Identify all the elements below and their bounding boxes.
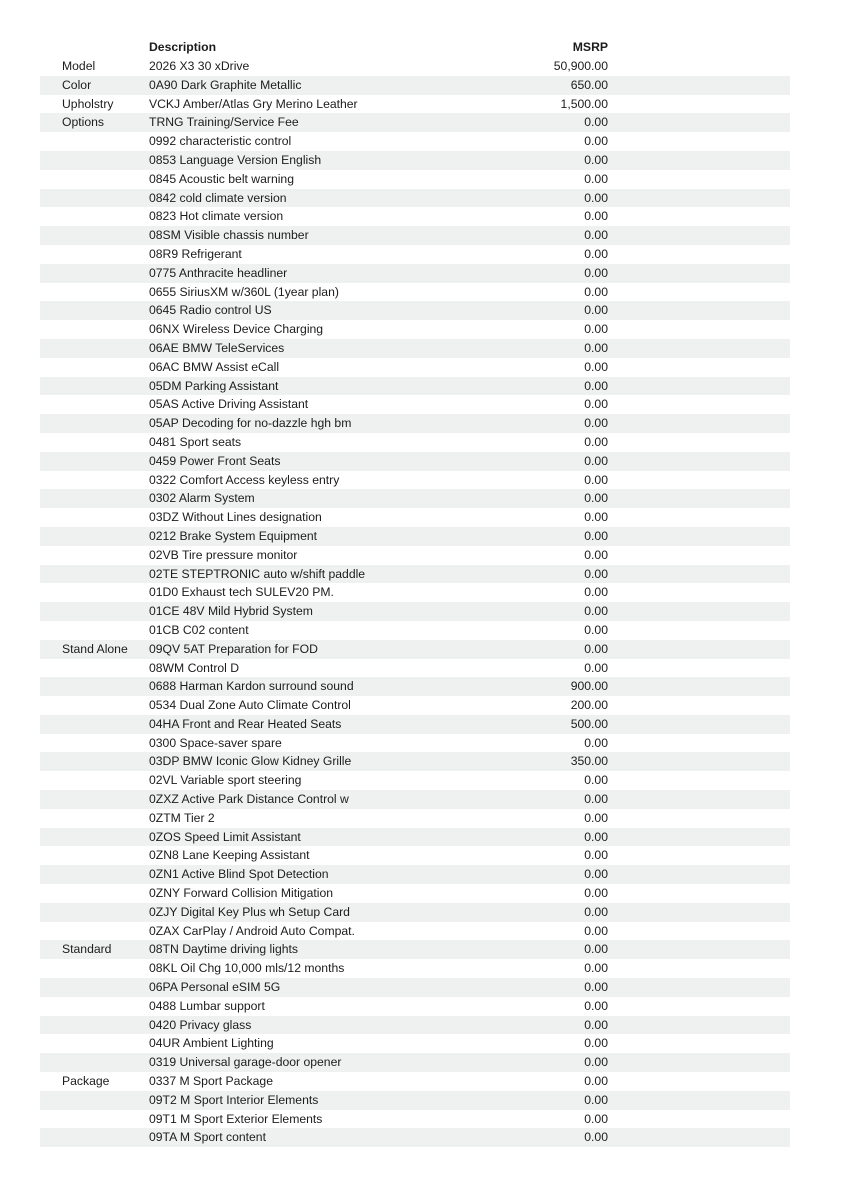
row-msrp: 0.00 bbox=[584, 1074, 608, 1089]
row-msrp: 0.00 bbox=[584, 942, 608, 957]
row-description: 01CB C02 content bbox=[149, 622, 249, 637]
table-row bbox=[40, 790, 790, 809]
row-description: 05AP Decoding for no-dazzle hgh bm bbox=[149, 416, 352, 431]
table-row bbox=[40, 809, 790, 828]
table-row bbox=[40, 903, 790, 922]
row-msrp: 0.00 bbox=[584, 867, 608, 882]
row-msrp: 0.00 bbox=[584, 622, 608, 637]
row-msrp: 650.00 bbox=[570, 77, 608, 92]
row-description: 01D0 Exhaust tech SULEV20 PM. bbox=[149, 585, 334, 600]
row-msrp: 200.00 bbox=[570, 698, 608, 713]
table-row bbox=[40, 677, 790, 696]
row-description: 04UR Ambient Lighting bbox=[149, 1036, 274, 1051]
row-description: 0ZTM Tier 2 bbox=[149, 810, 215, 825]
row-description: 0459 Power Front Seats bbox=[149, 453, 281, 468]
table-row bbox=[40, 508, 790, 527]
row-description: 09T2 M Sport Interior Elements bbox=[149, 1092, 319, 1107]
row-msrp: 0.00 bbox=[584, 190, 608, 205]
row-msrp: 0.00 bbox=[584, 152, 608, 167]
row-msrp: 0.00 bbox=[584, 246, 608, 261]
row-description: 02TE STEPTRONIC auto w/shift paddle bbox=[149, 566, 366, 581]
row-description: 0ZJY Digital Key Plus wh Setup Card bbox=[149, 904, 350, 919]
row-description: 04HA Front and Rear Heated Seats bbox=[149, 716, 342, 731]
table-row bbox=[40, 76, 790, 95]
row-msrp: 0.00 bbox=[584, 228, 608, 243]
table-row bbox=[40, 1072, 790, 1091]
row-description: 0ZNY Forward Collision Mitigation bbox=[149, 886, 334, 901]
row-category: Package bbox=[62, 1074, 110, 1089]
row-msrp: 0.00 bbox=[584, 810, 608, 825]
row-msrp: 0.00 bbox=[584, 641, 608, 656]
row-description: 03DZ Without Lines designation bbox=[149, 510, 322, 525]
table-row bbox=[40, 715, 790, 734]
row-msrp: 0.00 bbox=[584, 134, 608, 149]
row-category: Model bbox=[62, 59, 96, 73]
row-msrp: 900.00 bbox=[570, 679, 608, 694]
row-description: 0481 Sport seats bbox=[149, 434, 242, 449]
table-row bbox=[40, 489, 790, 508]
table-row bbox=[40, 978, 790, 997]
row-msrp: 0.00 bbox=[584, 604, 608, 619]
table-row bbox=[40, 377, 790, 396]
row-description: 0420 Privacy glass bbox=[149, 1017, 252, 1032]
row-category: Options bbox=[62, 115, 105, 130]
row-msrp: 0.00 bbox=[584, 566, 608, 581]
table-row bbox=[40, 1016, 790, 1035]
table-row bbox=[40, 1034, 790, 1053]
table-row bbox=[40, 734, 790, 753]
row-description: 02VL Variable sport steering bbox=[149, 773, 302, 788]
row-description: 0488 Lumbar support bbox=[149, 998, 265, 1013]
header-description: Description bbox=[149, 40, 217, 55]
row-msrp: 500.00 bbox=[570, 716, 608, 731]
row-msrp: 0.00 bbox=[584, 265, 608, 280]
row-msrp: 0.00 bbox=[584, 547, 608, 562]
row-msrp: 0.00 bbox=[584, 660, 608, 675]
table-row bbox=[40, 752, 790, 771]
row-description: 0322 Comfort Access keyless entry bbox=[149, 472, 340, 487]
row-description: 0992 characteristic control bbox=[149, 134, 292, 149]
row-msrp: 0.00 bbox=[584, 1130, 608, 1145]
row-description: 0645 Radio control US bbox=[149, 303, 272, 318]
row-msrp: 0.00 bbox=[584, 397, 608, 412]
table-row bbox=[40, 113, 790, 132]
row-description: 06AE BMW TeleServices bbox=[149, 340, 285, 355]
table-row bbox=[40, 602, 790, 621]
table-row bbox=[40, 358, 790, 377]
row-msrp: 0.00 bbox=[584, 303, 608, 318]
row-description: 0853 Language Version English bbox=[149, 152, 322, 167]
row-description: 0ZOS Speed Limit Assistant bbox=[149, 829, 301, 844]
table-header-row bbox=[40, 38, 790, 57]
row-msrp: 0.00 bbox=[584, 378, 608, 393]
row-description: 06PA Personal eSIM 5G bbox=[149, 980, 281, 995]
row-description: 0ZAX CarPlay / Android Auto Compat. bbox=[149, 923, 355, 938]
row-msrp: 0.00 bbox=[584, 829, 608, 844]
table-row bbox=[40, 395, 790, 414]
table-row bbox=[40, 433, 790, 452]
row-description: 09TA M Sport content bbox=[149, 1130, 266, 1145]
table-row bbox=[40, 452, 790, 471]
table-row bbox=[40, 189, 790, 208]
vehicle-options-table bbox=[40, 38, 790, 1147]
row-description: 0300 Space-saver spare bbox=[149, 735, 282, 750]
table-row bbox=[40, 922, 790, 941]
table-row bbox=[40, 527, 790, 546]
table-row bbox=[40, 583, 790, 602]
table-row bbox=[40, 1053, 790, 1072]
row-description: 0302 Alarm System bbox=[149, 491, 255, 506]
table-row bbox=[40, 57, 790, 76]
row-description: 05AS Active Driving Assistant bbox=[149, 397, 309, 412]
row-msrp: 0.00 bbox=[584, 472, 608, 487]
row-description: 09T1 M Sport Exterior Elements bbox=[149, 1111, 323, 1126]
header-msrp: MSRP bbox=[572, 40, 608, 55]
row-msrp: 0.00 bbox=[584, 1017, 608, 1032]
row-msrp: 0.00 bbox=[584, 1055, 608, 1070]
row-description: 08KL Oil Chg 10,000 mls/12 months bbox=[149, 961, 345, 976]
row-description: 03DP BMW Iconic Glow Kidney Grille bbox=[149, 754, 352, 769]
table-row bbox=[40, 621, 790, 640]
row-category: Upholstry bbox=[62, 96, 114, 111]
table-row bbox=[40, 264, 790, 283]
row-description: 0842 cold climate version bbox=[149, 190, 287, 205]
row-description: 05DM Parking Assistant bbox=[149, 378, 279, 393]
row-description: 2026 X3 30 xDrive bbox=[149, 59, 250, 73]
row-msrp: 0.00 bbox=[584, 434, 608, 449]
row-description: 0534 Dual Zone Auto Climate Control bbox=[149, 698, 351, 713]
row-description: TRNG Training/Service Fee bbox=[149, 115, 299, 130]
row-msrp: 0.00 bbox=[584, 284, 608, 299]
row-msrp: 0.00 bbox=[584, 322, 608, 337]
row-msrp: 0.00 bbox=[584, 528, 608, 543]
row-description: 0823 Hot climate version bbox=[149, 209, 284, 224]
row-msrp: 0.00 bbox=[584, 453, 608, 468]
row-description: 08R9 Refrigerant bbox=[149, 246, 242, 261]
table-row bbox=[40, 884, 790, 903]
row-msrp: 0.00 bbox=[584, 585, 608, 600]
row-description: 0655 SiriusXM w/360L (1year plan) bbox=[149, 284, 339, 299]
table-row bbox=[40, 207, 790, 226]
row-description: 06NX Wireless Device Charging bbox=[149, 322, 324, 337]
row-description: 08WM Control D bbox=[149, 660, 240, 675]
row-msrp: 0.00 bbox=[584, 1036, 608, 1051]
table-row bbox=[40, 339, 790, 358]
row-description: 0A90 Dark Graphite Metallic bbox=[149, 77, 302, 92]
row-description: 09QV 5AT Preparation for FOD bbox=[149, 641, 318, 656]
table-row bbox=[40, 414, 790, 433]
row-category: Standard bbox=[62, 942, 112, 957]
table-row bbox=[40, 696, 790, 715]
row-msrp: 0.00 bbox=[584, 923, 608, 938]
row-description: 0775 Anthracite headliner bbox=[149, 265, 288, 280]
row-description: 08SM Visible chassis number bbox=[149, 228, 309, 243]
row-description: 0319 Universal garage-door opener bbox=[149, 1055, 342, 1070]
table-row bbox=[40, 846, 790, 865]
row-msrp: 0.00 bbox=[584, 792, 608, 807]
row-category: Color bbox=[62, 77, 92, 92]
table-row bbox=[40, 771, 790, 790]
table-row bbox=[40, 170, 790, 189]
row-msrp: 0.00 bbox=[584, 359, 608, 374]
table-row bbox=[40, 1091, 790, 1110]
row-msrp: 0.00 bbox=[584, 340, 608, 355]
table-row bbox=[40, 640, 790, 659]
table-row bbox=[40, 828, 790, 847]
table-row bbox=[40, 659, 790, 678]
row-msrp: 0.00 bbox=[584, 491, 608, 506]
row-msrp: 0.00 bbox=[584, 886, 608, 901]
row-msrp: 0.00 bbox=[584, 171, 608, 186]
table-row bbox=[40, 546, 790, 565]
table-row bbox=[40, 245, 790, 264]
table-row bbox=[40, 301, 790, 320]
row-msrp: 0.00 bbox=[584, 904, 608, 919]
table-row bbox=[40, 959, 790, 978]
row-msrp: 0.00 bbox=[584, 980, 608, 995]
table-body bbox=[40, 57, 790, 1147]
table-row bbox=[40, 320, 790, 339]
row-description: 0212 Brake System Equipment bbox=[149, 528, 318, 543]
row-description: 08TN Daytime driving lights bbox=[149, 942, 299, 957]
row-msrp: 0.00 bbox=[584, 209, 608, 224]
row-description: 0ZN1 Active Blind Spot Detection bbox=[149, 867, 329, 882]
table-row bbox=[40, 1110, 790, 1129]
row-description: 0845 Acoustic belt warning bbox=[149, 171, 294, 186]
row-msrp: 50,900.00 bbox=[553, 59, 608, 73]
row-msrp: 0.00 bbox=[584, 961, 608, 976]
row-msrp: 0.00 bbox=[584, 998, 608, 1013]
table-row bbox=[40, 940, 790, 959]
row-description: 0ZXZ Active Park Distance Control w bbox=[149, 792, 349, 807]
table-row bbox=[40, 997, 790, 1016]
row-msrp: 1,500.00 bbox=[560, 96, 608, 111]
row-description: VCKJ Amber/Atlas Gry Merino Leather bbox=[149, 96, 358, 111]
row-description: 06AC BMW Assist eCall bbox=[149, 359, 280, 374]
table-row bbox=[40, 865, 790, 884]
row-description: 0ZN8 Lane Keeping Assistant bbox=[149, 848, 310, 863]
row-msrp: 0.00 bbox=[584, 848, 608, 863]
table-row bbox=[40, 1128, 790, 1147]
table-row bbox=[40, 132, 790, 151]
row-msrp: 0.00 bbox=[584, 510, 608, 525]
table-row bbox=[40, 226, 790, 245]
table-row bbox=[40, 283, 790, 302]
row-description: 0337 M Sport Package bbox=[149, 1074, 273, 1089]
table-row bbox=[40, 565, 790, 584]
row-msrp: 0.00 bbox=[584, 416, 608, 431]
row-msrp: 0.00 bbox=[584, 1092, 608, 1107]
row-category: Stand Alone bbox=[62, 641, 128, 656]
row-msrp: 0.00 bbox=[584, 773, 608, 788]
row-description: 01CE 48V Mild Hybrid System bbox=[149, 604, 313, 619]
row-msrp: 0.00 bbox=[584, 1111, 608, 1126]
row-description: 02VB Tire pressure monitor bbox=[149, 547, 298, 562]
table-row bbox=[40, 151, 790, 170]
row-msrp: 0.00 bbox=[584, 115, 608, 130]
row-msrp: 0.00 bbox=[584, 735, 608, 750]
table-row bbox=[40, 95, 790, 114]
row-description: 0688 Harman Kardon surround sound bbox=[149, 679, 354, 694]
row-msrp: 350.00 bbox=[570, 754, 608, 769]
table-row bbox=[40, 471, 790, 490]
